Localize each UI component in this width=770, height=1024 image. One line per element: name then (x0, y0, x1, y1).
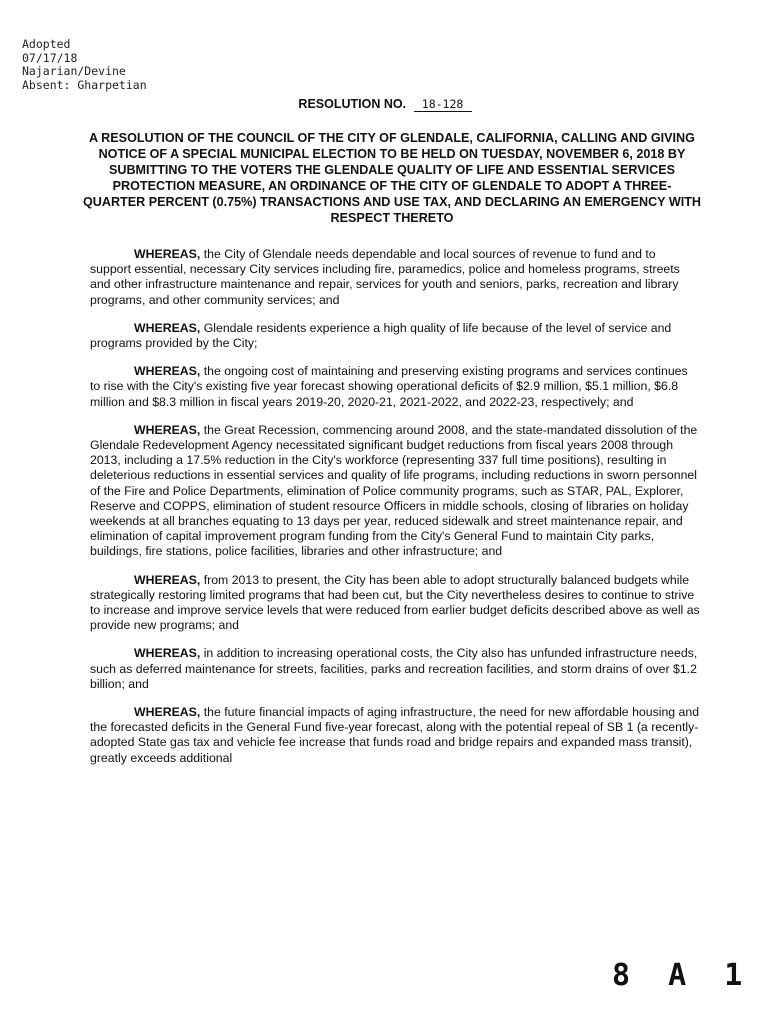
stamp-absent: Absent: Gharpetian (22, 77, 147, 92)
resolution-number: 18-128 (414, 97, 472, 112)
whereas-paragraph (90, 423, 700, 560)
paragraph-lead: WHEREAS, (134, 422, 201, 437)
whereas-paragraph (90, 247, 700, 308)
paragraph-lead: WHEREAS, (134, 364, 201, 379)
paragraph-text: the ongoing cost of maintaining and preserving existing programs and services continues to rise with the City's existing five year forecast showing operational deficits of $2.9 million, $5.1 million, $6.8 million and $8.3 million in fiscal years 2019-20, 2020-21, 2021-2022, and 2022-23, respectively; and (90, 364, 688, 409)
paragraph-lead: WHEREAS, (134, 705, 201, 720)
whereas-paragraph (90, 705, 700, 766)
paragraph-text: in addition to increasing operational costs, the City also has unfunded infrastructure needs, such as deferred maintenance for streets, facilities, parks and recreation facilities, and storm drains of over $1.2 billion; and (90, 646, 698, 691)
whereas-paragraph (90, 321, 700, 351)
agenda-item-mark: 8 A 1 (612, 958, 753, 993)
adoption-stamp (22, 38, 147, 92)
stamp-adopted: Adopted (22, 37, 71, 51)
paragraph-lead: WHEREAS, (134, 247, 201, 261)
paragraph-lead: WHEREAS, (134, 320, 201, 335)
resolution-number-line (0, 97, 770, 112)
paragraph-text: the City of Glendale needs dependable and local sources of revenue to fund and to support essential, necessary City services including fire, paramedics, police and homeless programs, streets and other infrastructure maintenance and repair, services for youth and seniors, parks, recreation and library programs, and other community services; and (90, 247, 680, 307)
resolution-title: A RESOLUTION OF THE COUNCIL OF THE CITY OF GLENDALE, CALIFORNIA, CALLING AND GIVING NOTICE OF A SPECIAL MUNICIPAL ELECTION TO BE HELD ON TUESDAY, NOVEMBER 6, 2018 BY SUBMITTING TO THE VOTERS THE GLENDALE QUALITY OF LIFE AND ESSENTIAL SERVICES PROTECTION MEASURE, AN ORDINANCE OF THE CITY OF GLENDALE TO ADOPT A THREE-QUARTER PERCENT (0.75%) TRANSACTIONS AND USE TAX, AND DECLARING AN EMERGENCY WITH RESPECT THERETO (82, 131, 702, 225)
paragraph-text: the Great Recession, commencing around 2008, and the state-mandated dissolution of the Glendale Redevelopment Agency necessitated significant budget reductions from fiscal years 2008 through 2013, including a 17.5% reduction in the City's workforce (representing 337 full time positions), resulting in deleterious reductions in essential services and quality of life programs, including reductions in sworn personnel of the Fire and Police Departments, elimination of Police community programs, such as STAR, PAL, Explorer, Reserve and COPPS, elimination of student resource Officers in middle schools, closing of libraries on holiday weekends at all branches equating to 13 days per year, reduced sidewalk and street maintenance repair, and elimination of capital improvement program funding from the City's General Fund to maintain City parks, buildings, fire stations, police facilities, libraries and other infrastructure; and (90, 422, 698, 559)
paragraph-text: from 2013 to present, the City has been able to adopt structurally balanced budgets while strategically restoring limited programs that had been cut, but the City nevertheless desires to continue to strive to increase and improve service levels that were reduced from earlier budget deficits described above as well as provide new programs; and (90, 572, 700, 633)
whereas-paragraph (90, 646, 700, 692)
paragraph-text: the future financial impacts of aging infrastructure, the need for new affordable housing and the forecasted deficits in the General Fund five-year forecast, along with the potential repeal of SB 1 (a recently-adopted State gas tax and vehicle fee increase that funds road and bridge repairs and expanded mass transit), greatly exceeds additional (90, 705, 700, 765)
whereas-paragraph (90, 573, 700, 634)
paragraph-lead: WHEREAS, (134, 572, 201, 587)
paragraph-lead: WHEREAS, (134, 646, 201, 661)
stamp-movers: Najarian/Devine (22, 64, 126, 78)
resolution-label: RESOLUTION NO. (298, 97, 407, 111)
paragraph-text: Glendale residents experience a high quality of life because of the level of service and programs provided by the City; (90, 320, 672, 351)
document-body (90, 247, 700, 779)
whereas-paragraph (90, 364, 700, 410)
stamp-date: 07/17/18 (22, 50, 78, 65)
